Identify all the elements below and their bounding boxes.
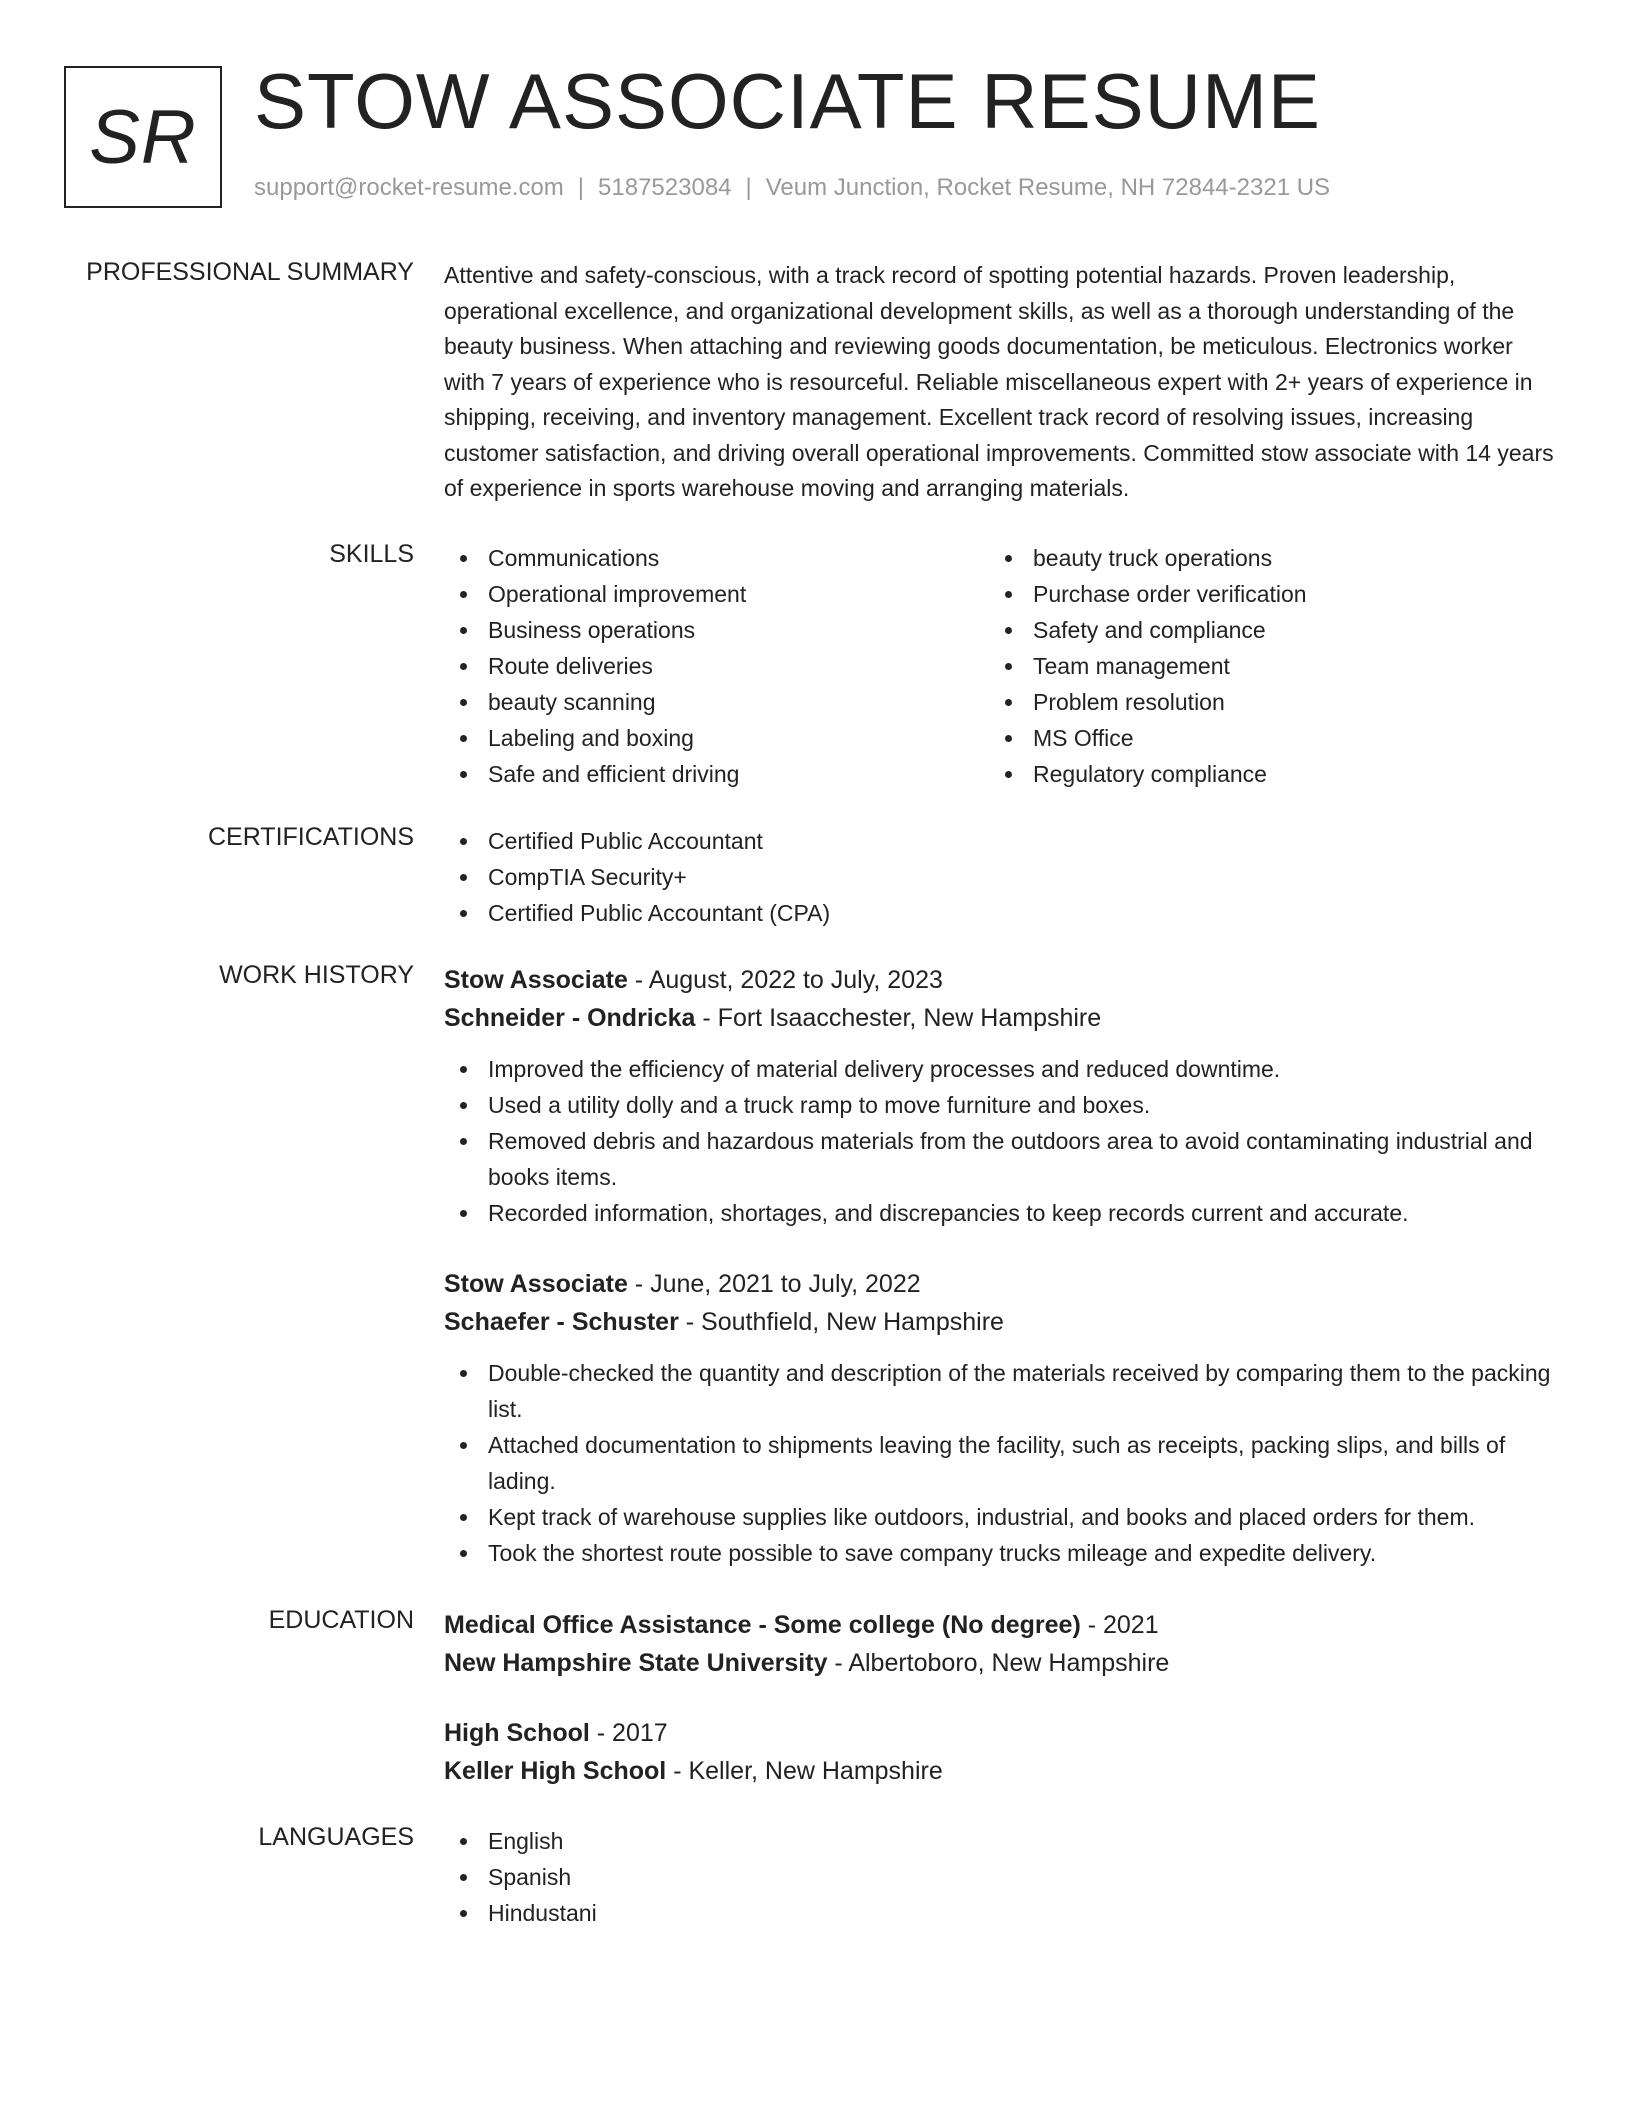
certifications-content: [444, 823, 1554, 931]
list-item: Double-checked the quantity and description of the materials received by comparing them to the packing list.: [444, 1355, 1554, 1427]
job-dates: - June, 2021 to July, 2022: [627, 1270, 921, 1298]
education-school: New Hampshire State University: [444, 1649, 828, 1677]
list-item: Safe and efficient driving: [444, 756, 989, 792]
section-label-skills: SKILLS: [329, 540, 414, 568]
job-dates: - August, 2022 to July, 2023: [627, 966, 943, 994]
job-company: Schaefer - Schuster: [444, 1308, 679, 1336]
education-degree: Medical Office Assistance - Some college (No degree): [444, 1611, 1081, 1639]
job-bullets: [444, 1355, 1554, 1571]
list-item: Improved the efficiency of material delivery processes and reduced downtime.: [444, 1051, 1554, 1087]
list-item: English: [444, 1823, 1554, 1859]
education-degree-line: [444, 1606, 1554, 1644]
list-item: beauty scanning: [444, 684, 989, 720]
list-item: Hindustani: [444, 1895, 1554, 1931]
list-item: Spanish: [444, 1859, 1554, 1895]
section-label-work-history: WORK HISTORY: [219, 961, 414, 989]
job-location: - Southfield, New Hampshire: [678, 1308, 1004, 1336]
list-item: Certified Public Accountant (CPA): [444, 895, 1554, 931]
list-item: Regulatory compliance: [989, 756, 1534, 792]
contact-phone[interactable]: 5187523084: [598, 174, 732, 201]
list-item: Certified Public Accountant: [444, 823, 1554, 859]
list-item: Business operations: [444, 612, 989, 648]
education-year: - 2017: [589, 1719, 668, 1747]
education-school-line: [444, 1752, 1554, 1790]
list-item: Communications: [444, 540, 989, 576]
list-item: Safety and compliance: [989, 612, 1534, 648]
education-degree: High School: [444, 1719, 590, 1747]
list-item: Operational improvement: [444, 576, 989, 612]
job-entry: [444, 961, 1554, 1231]
contact-email[interactable]: support@rocket-resume.com: [254, 174, 564, 201]
education-location: - Keller, New Hampshire: [666, 1757, 943, 1785]
resume-header: [64, 57, 1564, 206]
job-title-line: [444, 961, 1554, 999]
job-bullets: [444, 1051, 1554, 1231]
certifications-list: [444, 823, 1554, 931]
skills-list-right: [989, 540, 1534, 792]
list-item: Kept track of warehouse supplies like outdoors, industrial, and books and placed orders for them.: [444, 1499, 1554, 1535]
list-item: Attached documentation to shipments leaving the facility, such as receipts, packing slips, and bills of lading.: [444, 1427, 1554, 1499]
education-school: Keller High School: [444, 1757, 667, 1785]
list-item: Purchase order verification: [989, 576, 1534, 612]
job-company: Schneider - Ondricka: [444, 1004, 696, 1032]
education-year: - 2021: [1080, 1611, 1159, 1639]
contact-separator: |: [745, 174, 752, 201]
languages-content: [444, 1823, 1554, 1931]
list-item: beauty truck operations: [989, 540, 1534, 576]
list-item: Took the shortest route possible to save company trucks mileage and expedite delivery.: [444, 1535, 1554, 1571]
list-item: Labeling and boxing: [444, 720, 989, 756]
monogram-initials: SR: [89, 94, 197, 180]
education-degree-line: [444, 1714, 1554, 1752]
job-title-line: [444, 1265, 1554, 1303]
list-item: Recorded information, shortages, and discrepancies to keep records current and accurate.: [444, 1195, 1554, 1231]
job-title: Stow Associate: [444, 1270, 628, 1298]
list-item: Problem resolution: [989, 684, 1534, 720]
summary-text: Attentive and safety-conscious, with a track record of spotting potential hazards. Proven leadership, operational excellence, and organizational development skills, as well as a thorough understanding of the beauty business. When attaching and reviewing goods documentation, be meticulous. Electronics worker with 7 years of experience who is resourceful. Reliable miscellaneous expert with 2+ years of experience in shipping, receiving, and inventory management. Excellent track record of resolving issues, increasing customer satisfaction, and driving overall operational improvements. Committed stow associate with 14 years of experience in sports warehouse moving and arranging materials.: [444, 262, 1554, 501]
job-title: Stow Associate: [444, 966, 628, 994]
education-school-line: [444, 1644, 1554, 1682]
resume-title: STOW ASSOCIATE RESUME: [254, 57, 1321, 145]
skills-list-left: [444, 540, 989, 792]
list-item: CompTIA Security+: [444, 859, 1554, 895]
job-company-line: [444, 1303, 1554, 1341]
job-location: - Fort Isaacchester, New Hampshire: [695, 1004, 1102, 1032]
education-entry: [444, 1606, 1554, 1682]
section-label-certifications: CERTIFICATIONS: [207, 823, 414, 851]
job-company-line: [444, 999, 1554, 1037]
skills-columns: [444, 540, 1554, 792]
list-item: MS Office: [989, 720, 1534, 756]
education-entry: [444, 1714, 1554, 1790]
job-entry: [444, 1265, 1554, 1571]
list-item: Route deliveries: [444, 648, 989, 684]
section-label-education: EDUCATION: [268, 1606, 414, 1634]
contact-line: [254, 174, 1330, 202]
list-item: Removed debris and hazardous materials from the outdoors area to avoid contaminating industrial and books items.: [444, 1123, 1554, 1195]
list-item: Used a utility dolly and a truck ramp to move furniture and boxes.: [444, 1087, 1554, 1123]
contact-separator: |: [577, 174, 585, 201]
education-location: - Albertoboro, New Hampshire: [827, 1649, 1170, 1677]
contact-address: Veum Junction, Rocket Resume, NH 72844-2321 US: [765, 174, 1331, 201]
list-item: Team management: [989, 648, 1534, 684]
section-label-languages: LANGUAGES: [258, 1823, 414, 1851]
section-label-summary: PROFESSIONAL SUMMARY: [86, 258, 414, 286]
languages-list: [444, 1823, 1554, 1931]
monogram-box: [64, 66, 222, 208]
